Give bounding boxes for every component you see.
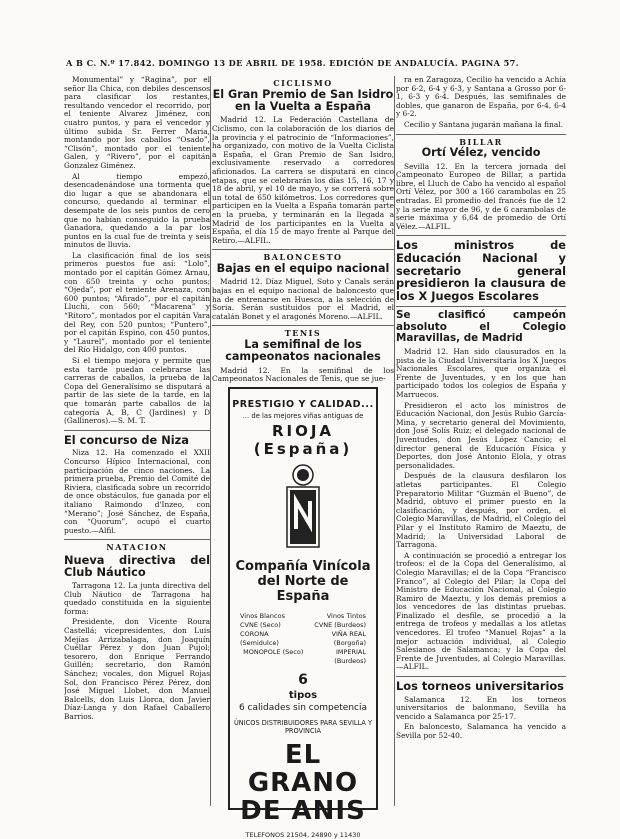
headline-colegio: Se clasificó campeón absoluto el Colegio Maravillas, de Madrid	[396, 309, 566, 345]
headline-club-nautico: Nueva directiva del Club Náutico	[64, 552, 210, 580]
wine-item: CVNE (Burdeos)	[314, 621, 366, 629]
ad-wine-list	[230, 612, 376, 666]
article-paragraph: La clasificación final de los seis primeros puestos fue así: “Lolo”, montado por el capitán Gómez Arnau, con 650 treinta y ocho puntos; “Ojeda”, por el teniente Arenaza, con 600 puntos; “Afirado”, por el capitán Lluchi, con 560; “Macarena” y “Ritoro”, montados por el capitán Vara del Rey, con 520 puntos; “Puntero”, por el capitán Espino, con 450 puntos, y “Laurel”, montado por el teniente del Río Hidalgo, con 400 puntos.	[64, 250, 210, 355]
article-paragraph: Madrid 12. En la semifinal de los Campeonatos Nacionales de Tenis, que se jue-	[212, 365, 394, 384]
article-paragraph: ra en Zaragoza, Cecilio ha vencido a Achía por 6-2, 6-4 y 6-3, y Santana a Grosso por 6-1, 6-3 y 6-4. Después, las semifinales de dobles, que ganaron de España, por 6-4, 6-4 y 6-2.	[396, 76, 566, 119]
wine-item: IMPERIAL (Burdeos)	[334, 648, 366, 665]
section-baloncesto: BALONCESTO	[263, 252, 343, 263]
divider	[396, 676, 566, 677]
ad-subtagline: ... de las mejores viñas antiguas de	[242, 412, 364, 420]
column-rule-2	[394, 76, 395, 806]
section-billar: BILLAR	[459, 136, 503, 147]
column-1	[64, 76, 210, 811]
white-wines-label: Vinos Blancos	[240, 612, 285, 620]
article-paragraph: Salamanca 12. En los torneos universitarios de balonmano, Sevilla ha vencido a Salamanca por 25-17.	[396, 694, 566, 721]
divider	[396, 306, 566, 307]
divider	[396, 235, 566, 236]
headline-ciclismo: El Gran Premio de San Isidro en la Vuelta a España	[212, 87, 394, 113]
wine-advertisement	[228, 387, 378, 839]
ad-brand: EL GRANO DE ANIS	[240, 740, 366, 826]
article-paragraph: Madrid 12. La Federación Castellana de Ciclismo, con la colaboración de los diarios de la provincia y el patrocinio de “Informaciones”, ha organizado, con motivo de la Vuelta Ciclista a España, el Gran Premio de San Isidro, exclusivamente reservado a corredores aficionados. La carrera se disputará en cinco etapas, que se celebrarán los días 15, 16, 17 y 18 de abril, y el 10 de mayo, y se correrá sobre un total de 650 kilómetros. Los corredores que participen en la Vuelta a España tomarán parte en la prueba, y terminarán en la llegada a Madrid de los participantes en la Vuelta a España, el día 15 de mayo frente al Parque del Retiro.—ALFIL.	[212, 115, 394, 245]
headline-billar: Ortí Vélez, vencido	[421, 146, 541, 160]
wine-item: CVNE (Seco)	[240, 621, 281, 629]
headline-niza: El concurso de Niza	[64, 432, 189, 447]
wine-item: CORONA (Semidulce)	[240, 630, 279, 647]
column-rule-1	[210, 76, 211, 806]
article-paragraph: Después de la clausura desfilaron los atletas participantes. El Colegio Preparatorio Militar “Guzmán el Bueno”, de Madrid, obtuvo el primer puesto en la clasificación, y después, por orden, el Colegio Maravillas, de Madrid, el Colegio del Pilar y el Instituto Ramiro de Maeztu, de Madrid; la Universidad Laboral de Tarragona.	[396, 471, 566, 550]
page-header: A B C. N.º 17.842. DOMINGO 13 DE ABRIL DE 1958. EDICIÓN DE ANDALUCÍA. PAGINA 57.	[66, 58, 520, 68]
ad-company: Compañía Vinícola del Norte de España	[235, 559, 371, 604]
article-paragraph: A continuación se procedió a entregar los trofeos: el de la Copa del Generalísimo, al Colegio Maravillas; el de la Copa “Francisco Franco”, al Colegio del Pilar; la Copa del Ministro de Educación Nacional, al Colegio Ramiro de Maeztu, y los demás premios a los vencedores de las distintas pruebas. Finalizado el desfile, se procedió a la entrega de trofeos y medallas a los atletas vencedores. El trofeo “Manuel Rojas” a la mejor actuación individual, al Colegio Salesianos de Salamanca; y la Copa del Frente de Juventudes, al Colegio Maravillas.—ALFIL.	[396, 550, 566, 672]
wine-bottle-logo-icon	[279, 463, 327, 551]
article-paragraph: Madrid 12. Díaz Miguel, Soto y Canals serán bajas en el equipo nacional de baloncesto que ha de entrenarse en Huesca, a la selección de Soria. Serán sustituidos por el Madrid, el catalán Bonet y el aragonés Moreno.—ALFIL.	[212, 277, 394, 321]
divider	[212, 325, 394, 326]
article-paragraph: En baloncesto, Salamanca ha vencido a Sevilla por 52-40.	[396, 722, 566, 740]
ad-tagline: PRESTIGIO Y CALIDAD...	[232, 399, 374, 410]
ad-count: 6	[298, 672, 308, 688]
article-paragraph: Niza 12. Ha comenzado el XXII Concurso Hípico Internacional, con participación de cinco naciones. La primera prueba, Premio del Comité de Riviera, clasificada sobre un recorrido de once obstáculos, fue ganada por el italiano Raimondo d'Inzeo, con “Merano”; José Sánchez, de España, con “Quorum”, ocupó el cuarto puesto.—Alfil.	[64, 448, 210, 535]
headline-torneos: Los torneos universitarios	[396, 679, 564, 694]
divider	[64, 539, 210, 540]
column-3	[396, 76, 566, 810]
red-wines-label: Vinos Tintos	[326, 612, 366, 620]
divider	[212, 249, 394, 250]
article-paragraph: Madrid 12. Han sido clausurados en la pista de la Ciudad Universitaria los X Juegos Nacionales Escolares, que organiza el Frente de Juventudes, y en los que han participado todos los colegios de España y Marruecos.	[396, 347, 566, 400]
ad-region: RIOJA (España)	[253, 422, 353, 458]
ad-white-wines	[240, 612, 303, 666]
article-paragraph: Al tiempo empezó, desencadenándose una tormenta que dio lugar a que se abandonara el concurso, quedando al terminar el desempate de los seis puntos de cero que no habían conseguido la prueba Ganadora, quedando a la par los puntos en la cual fue de treinta y seis minutos de lluvia.	[64, 171, 210, 250]
headline-tenis: La semifinal de los campeonatos nacionales	[225, 337, 381, 364]
ad-phones: TELEFONOS 21504, 24890 y 11430	[245, 831, 361, 839]
section-tenis: TENIS	[284, 328, 322, 339]
wine-item: MONOPOLE (Seco)	[243, 648, 304, 656]
ad-distributors: ÚNICOS DISTRIBUIDORES PARA SEVILLA Y PROVINCIA	[233, 719, 373, 735]
article-paragraph: Si el tiempo mejora y permite que esta tarde puedan celebrarse las carreras de caballos, la prueba de la Copa del Generalísimo se disputará a partir de las siete de la tarde, en la que tomarán parte caballos de la categoría A, B, C (Jardines) y D (Gallineros).—S. M. T.	[64, 356, 210, 426]
article-paragraph: Cecilio y Santana jugarán mañana la final.	[404, 119, 563, 129]
ad-calidades: 6 calidades sin competencia	[238, 703, 368, 713]
article-paragraph: Presidente, don Vicente Roura Castellá; vicepresidentes, don Luis Mejías Arrizabalaga, don Joaquín Cuéllar Pérez y don Juan Pujol; tesorero, don Enrique Ferrando Guillén; secretario, don Ramón Sánchez; vocales, don Miguel Rojas Sol, don Francisco Pérez Pérez, don José Miguel Llobet, don Manuel Balcells, don Luis Llorca, don Javier Díaz-Langa y don Rafael Caballero Barrios.	[64, 617, 210, 721]
section-ciclismo: CICLISMO	[273, 78, 333, 88]
ad-tipos: tipos	[288, 690, 318, 701]
article-paragraph: Sevilla 12. En la tercera jornada del Campeonato Europeo de Billar, a partida libre, el Lluch de Cabo ha vencido al español Ortí Vélez, por 300 a 166 carambolas en 25 entradas. El promedio del francés fue de 12 y la serie mayor de 96, y de 6 carambolas de serie máxima y 6,64 de promedio de Ortí Vélez.—ALFIL.	[396, 161, 566, 231]
ad-red-wines	[303, 612, 366, 666]
article-paragraph: Tarragona 12. La junta directiva del Club Náutico de Tarragona ha quedado constituida en la siguiente forma:	[64, 581, 210, 616]
divider	[396, 134, 566, 135]
headline-ministros: Los ministros de Educación Nacional y secretario general presidieron la clausura de los X Juegos Escolares	[396, 238, 566, 303]
wine-item: VIÑA REAL (Borgoña)	[331, 630, 366, 647]
divider	[64, 430, 210, 431]
section-natacion: NATACION	[106, 542, 168, 553]
article-paragraph: Monumental” y “Ragina”, por el señor Ila Chica, con debiles descensos para clasificar los restantes, resultando vencedor el recorrido, por el teniente Alvarez Jiménez, con cuatro puntos, y para el vencedor y último subida Sr. Ferrer Maria, montando por los caballos “Osado”, “Clisón”, montado por el teniente Galen, y “Rivero”, por el capitán Gonzalez Giménez.	[64, 76, 210, 170]
article-paragraph: Presidieron el acto los ministros de Educación Nacional, don Jesús Rubio García-Mina, y secretario general del Movimiento, don José Solís Ruiz; el delegado nacional de Juventudes, don Jesús López Cancio; el director general de Educación Física y Deportes, don José Antonio Elola, y otras personalidades.	[396, 400, 566, 470]
headline-baloncesto: Bajas en el equipo nacional	[216, 261, 390, 275]
